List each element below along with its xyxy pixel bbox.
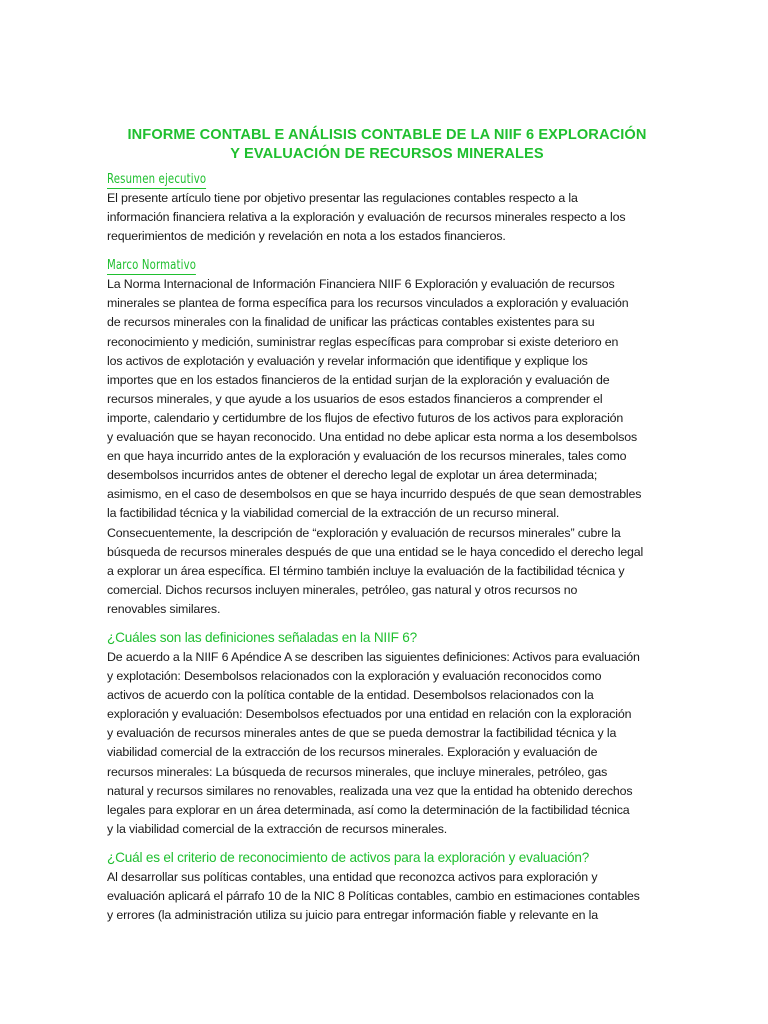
section-definiciones — [107, 629, 667, 839]
text-line: Al desarrollar sus políticas contables, una entidad que reconozca activos para exploración y — [107, 869, 598, 884]
section-criterio-reconocimiento — [107, 849, 667, 925]
text-line: Consecuentemente, la descripción de “exploración y evaluación de recursos minerales” cubre la — [107, 525, 621, 540]
text-line: información financiera relativa a la exploración y evaluación de recursos minerales respecto a los — [107, 210, 626, 225]
text-line: legales para explorar en un área determinada, así como la determinación de la factibilidad técnica — [107, 802, 630, 817]
text-line: La Norma Internacional de Información Financiera NIIF 6 Exploración y evaluación de recursos — [107, 277, 615, 292]
section-paragraph — [107, 275, 667, 619]
text-line: activos de acuerdo con la política contable de la entidad. Desembolsos relacionados con la — [107, 688, 594, 703]
section-heading: ¿Cuáles son las definiciones señaladas en la NIIF 6? — [107, 629, 417, 645]
text-line: El presente artículo tiene por objetivo presentar las regulaciones contables respecto a la — [107, 191, 578, 205]
text-line: y evaluación de recursos minerales antes de que se pueda demostrar la factibilidad técnica y la — [107, 726, 617, 741]
title-line-2: Y EVALUACIÓN DE RECURSOS MINERALES — [230, 146, 544, 162]
text-line: viabilidad comercial de la extracción de los recursos minerales. Exploración y evaluación de — [107, 745, 598, 760]
text-line: requerimientos de medición y revelación en nota a los estados financieros. — [107, 229, 506, 244]
section-paragraph — [107, 868, 667, 925]
text-line: renovables similares. — [107, 601, 221, 616]
text-line: asimismo, en el caso de desembolsos en que se haya incurrido después de que sean demostrables — [107, 487, 642, 502]
document-title — [101, 126, 673, 164]
section-paragraph — [107, 189, 667, 246]
text-line: de recursos minerales con la finalidad de unificar las prácticas contables existentes para su — [107, 315, 595, 330]
text-line: minerales se plantea de forma específica para los recursos vinculados a exploración y evaluación — [107, 296, 629, 311]
section-resumen-ejecutivo — [107, 170, 667, 246]
text-line: en que haya incurrido antes de la exploración y evaluación de los recursos minerales, tales como — [107, 449, 627, 464]
text-line: recursos minerales, y que ayude a los usuarios de esos estados financieros a comprender el — [107, 391, 603, 406]
text-line: desembolsos incurridos antes de obtener el derecho legal de explotar un área determinada; — [107, 468, 598, 483]
text-line: comercial. Dichos recursos incluyen minerales, petróleo, gas natural y otros recursos no — [107, 582, 578, 597]
text-line: y errores (la administración utiliza su juicio para entregar información fiable y relevante en la — [107, 908, 598, 923]
text-line: búsqueda de recursos minerales después de que una entidad se le haya concedido el derecho legal — [107, 544, 644, 559]
section-marco-normativo — [107, 256, 667, 619]
text-line: De acuerdo a la NIIF 6 Apéndice A se describen las siguientes definiciones: Activos para evaluación — [107, 649, 640, 664]
text-line: natural y recursos similares no renovables, realizada una vez que la entidad ha obtenido derechos — [107, 783, 633, 798]
text-line: exploración y evaluación: Desembolsos efectuados por una entidad en relación con la exploración — [107, 707, 632, 722]
text-line: y evaluación que se hayan reconocido. Una entidad no debe aplicar esta norma a los desembolsos — [107, 430, 638, 445]
title-line-1: INFORME CONTABL E ANÁLISIS CONTABLE DE LA NIIF 6 EXPLORACIÓN — [127, 127, 647, 143]
text-line: importes que en los estados financieros de la entidad surjan de la exploración y evaluación de — [107, 372, 610, 387]
text-line: reconocimiento y medición, suministrar reglas específicas para comprobar si existe deterioro en — [107, 334, 619, 349]
section-heading: Marco Normativo — [107, 258, 197, 274]
text-line: importe, calendario y certidumbre de los flujos de efectivo futuros de los activos para exploración — [107, 410, 624, 425]
text-line: recursos minerales: La búsqueda de recursos minerales, que incluye minerales, petróleo, gas — [107, 764, 608, 779]
section-heading: ¿Cuál es el criterio de reconocimiento de activos para la exploración y evaluación? — [107, 849, 590, 865]
section-heading: Resumen ejecutivo — [107, 172, 207, 187]
text-line: evaluación aplicará el párrafo 10 de la NIC 8 Políticas contables, cambio en estimaciones contables — [107, 889, 640, 903]
section-paragraph — [107, 648, 667, 839]
text-line: a explorar un área específica. El término también incluye la evaluación de la factibilidad técnica y — [107, 563, 625, 578]
text-line: y la viabilidad comercial de la extracción de recursos minerales. — [107, 821, 448, 836]
document-body — [107, 126, 667, 925]
text-line: los activos de explotación y evaluación y revelar información que identifique y explique los — [107, 353, 588, 368]
text-line: y explotación: Desembolsos relacionados con la exploración y evaluación reconocidos como — [107, 669, 602, 684]
text-line: la factibilidad técnica y la viabilidad comercial de la extracción de un recurso mineral. — [107, 506, 560, 521]
